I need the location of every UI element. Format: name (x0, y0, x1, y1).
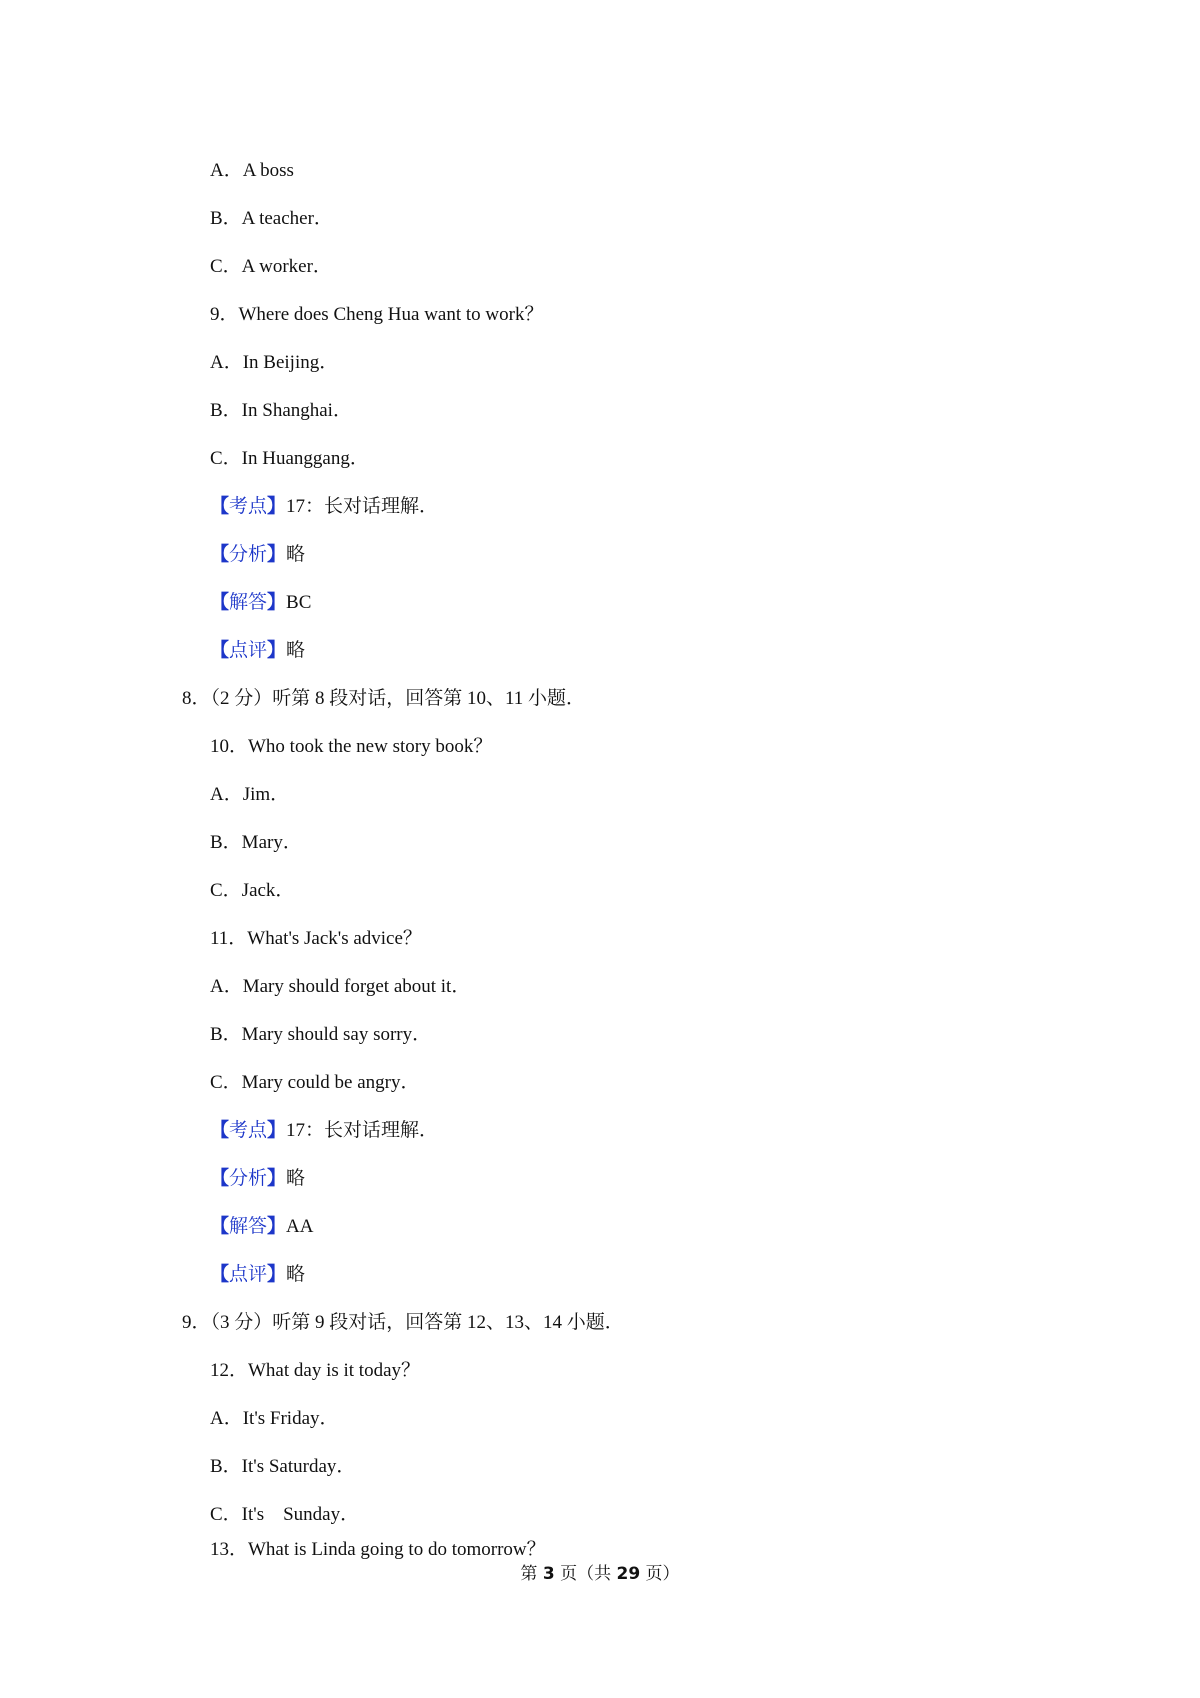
question-9: 9．Where does Cheng Hua want to work？ (210, 304, 544, 325)
q10-option-a: A．Jim． (210, 784, 290, 805)
fenxi-tag: 分析 (229, 544, 268, 565)
footer-suffix: 页） (640, 1564, 680, 1584)
dianping-value: 略 (286, 640, 306, 661)
jieda-line-1: 【解答】BC (210, 592, 312, 613)
question-10: 10．Who took the new story book？ (210, 736, 493, 757)
q10-option-c: C．Jack． (210, 880, 295, 901)
fenxi-value: 略 (286, 544, 306, 565)
q11-option-b: B．Mary should say sorry． (210, 1024, 432, 1045)
dianping-line-2: 【点评】略 (210, 1264, 306, 1285)
q8-option-a: A．A boss (210, 160, 294, 181)
item-8-heading: 8．（2 分）听第 8 段对话，回答第 10、11 小题． (182, 688, 586, 709)
kaodian-tag: 考点 (229, 1120, 268, 1141)
q9-option-b: B．In Shanghai． (210, 400, 352, 421)
kaodian-line-1: 【考点】17：长对话理解． (210, 496, 439, 517)
question-11: 11．What's Jack's advice？ (210, 928, 422, 949)
kaodian-value: 17：长对话理解． (286, 496, 439, 517)
dianping-tag: 点评 (229, 640, 268, 661)
q9-option-a: A．In Beijing． (210, 352, 339, 373)
jieda-value: AA (286, 1216, 314, 1237)
q12-option-b: B．It's Saturday． (210, 1456, 356, 1477)
q8-option-b: B．A teacher． (210, 208, 333, 229)
fenxi-tag: 分析 (229, 1168, 268, 1189)
jieda-line-2: 【解答】AA (210, 1216, 314, 1237)
jieda-tag: 解答 (229, 592, 268, 613)
q11-option-a: A．Mary should forget about it． (210, 976, 471, 997)
q9-option-c: C．In Huanggang． (210, 448, 369, 469)
jieda-value: BC (286, 592, 312, 613)
question-13: 13．What is Linda going to do tomorrow？ (210, 1539, 546, 1560)
page-footer (0, 1559, 1200, 1584)
dianping-line-1: 【点评】略 (210, 640, 306, 661)
kaodian-tag: 考点 (229, 496, 268, 517)
fenxi-value: 略 (286, 1168, 306, 1189)
footer-total-pages: 29 (616, 1564, 641, 1584)
footer-prefix: 第 (520, 1564, 543, 1584)
footer-middle: 页（共 (554, 1564, 617, 1584)
dianping-value: 略 (286, 1264, 306, 1285)
jieda-tag: 解答 (229, 1216, 268, 1237)
q12-option-a: A．It's Friday． (210, 1408, 339, 1429)
question-12: 12．What day is it today？ (210, 1360, 421, 1381)
q10-option-b: B．Mary． (210, 832, 302, 853)
q11-option-c: C．Mary could be angry． (210, 1072, 420, 1093)
dianping-tag: 点评 (229, 1264, 268, 1285)
item-9-heading: 9．（3 分）听第 9 段对话，回答第 12、13、14 小题． (182, 1312, 624, 1333)
footer-page-number: 3 (542, 1564, 555, 1584)
fenxi-line-1: 【分析】略 (210, 544, 306, 565)
kaodian-value: 17：长对话理解． (286, 1120, 439, 1141)
q8-option-c: C．A worker． (210, 256, 332, 277)
q12-option-c: C．It's Sunday． (210, 1504, 360, 1525)
kaodian-line-2: 【考点】17：长对话理解． (210, 1120, 439, 1141)
fenxi-line-2: 【分析】略 (210, 1168, 306, 1189)
